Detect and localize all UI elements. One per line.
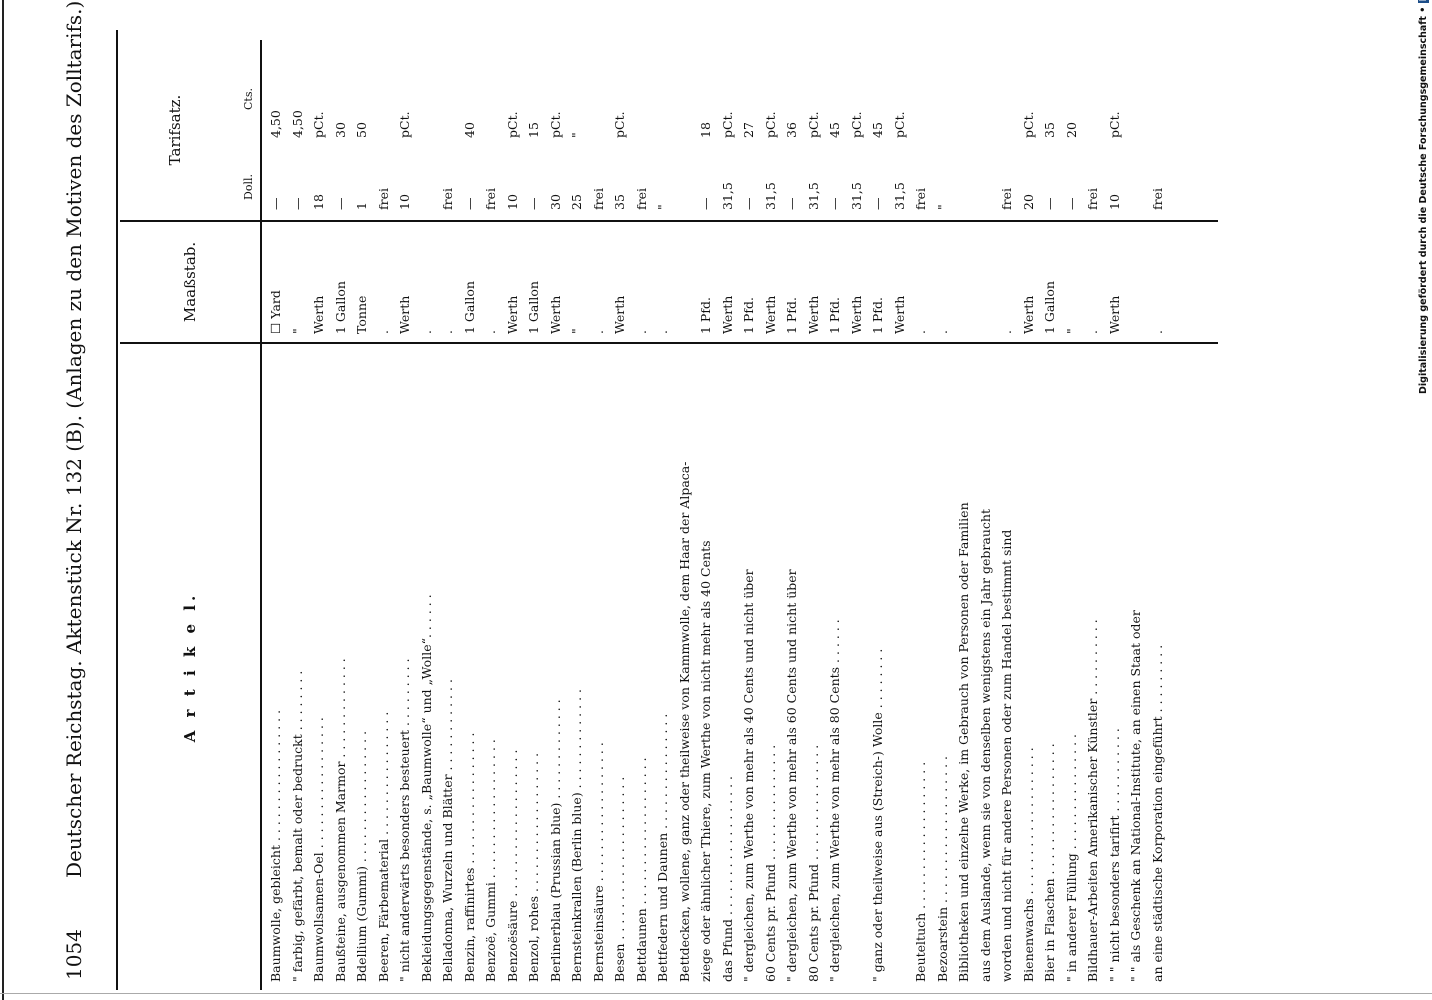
rate-dollars-cell: — [526, 197, 541, 210]
table-row [1062, 30, 1084, 990]
article-cell: Berlinerblau (Prussian blue) . . . . . . . . . . . . . [547, 699, 563, 982]
table-row [868, 30, 890, 990]
table-row [890, 30, 912, 990]
table-row [911, 30, 933, 990]
table-row [417, 30, 439, 990]
measure-cell: " [1063, 328, 1079, 334]
rate-cents-cell: pCt. [311, 111, 326, 138]
rate-dollars-cell: — [784, 197, 799, 210]
article-cell: Bettdecken, wollene, ganz oder theilweise von Kammwolle, dem Haar der Alpaca- [676, 461, 692, 982]
rate-dollars-cell: 10 [504, 194, 520, 210]
article-cell: " farbig, gefärbt, bemalt oder bedruckt . . . . . . . . [289, 670, 305, 982]
rate-cents-cell: pCt. [547, 111, 563, 138]
article-cell: Bernsteinkrallen (Berlin blue) . . . . . . . . . . . . . [569, 689, 584, 982]
tariff-table [266, 30, 1169, 990]
table-row [288, 30, 310, 990]
article-cell: ziege oder ähnlicher Thiere, zum Werthe von nicht mehr als 40 Cents [698, 540, 713, 982]
article-cell: " " als Geschenk an National-Institute, an einen Staat oder [1128, 610, 1143, 982]
table-row [1148, 30, 1170, 990]
measure-cell: Werth [762, 295, 778, 334]
article-cell: aus dem Auslande, wenn sie von denselben wenigstens ein Jahr gebraucht [977, 509, 993, 982]
measure-cell: . [375, 330, 391, 334]
rate-dollars-cell: " [655, 204, 670, 210]
rate-cents-cell: 4,50 [289, 110, 305, 138]
rate-cents-cell: pCt. [762, 111, 778, 138]
article-cell: Benzin, raffinirtes . . . . . . . . . . . . . . . . . [461, 732, 477, 982]
rate-dollars-cell: — [1063, 197, 1079, 210]
table-row [1040, 30, 1062, 990]
rate-dollars-cell: 1 [354, 202, 369, 210]
measure-cell: Werth [547, 295, 563, 334]
table-row [954, 30, 976, 990]
rate-dollars-cell: frei [590, 188, 606, 210]
article-cell: Bezoarstein . . . . . . . . . . . . . . . . . . . [934, 756, 950, 982]
article-cell: Bettfedern und Daunen . . . . . . . . . . . . . . . [655, 713, 670, 982]
article-cell: Besen . . . . . . . . . . . . . . . . . . . . . [612, 776, 627, 982]
rate-dollars-cell: — [827, 197, 842, 210]
rate-dollars-cell: — [1042, 197, 1057, 210]
column-header-article: A r t i k e l. [120, 344, 262, 990]
rate-dollars-cell: frei [913, 188, 928, 210]
rate-dollars-cell: 35 [612, 194, 627, 210]
measure-cell: Werth [397, 295, 412, 334]
measure-cell: . [655, 330, 670, 334]
measure-cell: 1 Gallon [1042, 281, 1057, 334]
table-row [438, 30, 460, 990]
rate-cents-cell: 45 [870, 122, 885, 138]
table-row [610, 30, 632, 990]
table-row [266, 30, 288, 990]
measure-cell: . [483, 330, 498, 334]
measure-cell: Werth [504, 295, 520, 334]
table-row [1019, 30, 1041, 990]
table-row [718, 30, 740, 990]
article-cell: Benzol, rohes . . . . . . . . . . . . . . . . . . [526, 752, 541, 982]
article-cell: " nicht anderwärts besonders besteuert . . . . . . . . . [397, 658, 412, 982]
rate-cents-cell: 36 [784, 122, 799, 138]
rate-cents-cell: 50 [354, 122, 369, 138]
table-row [782, 30, 804, 990]
rate-cents-cell: 18 [698, 122, 713, 138]
table-row [653, 30, 675, 990]
table-row [352, 30, 374, 990]
article-cell: " dergleichen, zum Werthe von mehr als 60 Cents und nicht über [784, 569, 799, 982]
article-cell: " " nicht besonders tarifirt . . . . . . . . . . . [1106, 728, 1122, 982]
measure-cell: Werth [891, 295, 907, 334]
rate-cents-cell: pCt. [848, 111, 864, 138]
article-cell: Benzoë, Gummi . . . . . . . . . . . . . . . . . . [483, 739, 498, 982]
table-row [696, 30, 718, 990]
measure-cell: Werth [1106, 295, 1122, 334]
rate-dollars-cell: — [268, 197, 283, 210]
article-cell: Bildhauer-Arbeiten Amerikanischer Künstler . . . . . . . . . . [1085, 619, 1100, 982]
column-header-measure: Maaßstab. [120, 222, 262, 342]
rate-dollars-cell: 30 [547, 194, 563, 210]
rate-dollars-cell: frei [1085, 188, 1100, 210]
rate-dollars-cell: frei [440, 188, 455, 210]
table-row [675, 30, 697, 990]
measure-cell: " [289, 328, 305, 334]
measure-cell: Werth [612, 295, 627, 334]
measure-cell: 1 Pfd. [698, 297, 713, 334]
article-cell: Bibliotheken und einzelne Werke, im Gebrauch von Personen oder Familien [956, 502, 971, 982]
rate-dollars-cell: 18 [311, 194, 326, 210]
rate-cents-cell: pCt. [891, 111, 907, 138]
rate-dollars-cell: — [741, 197, 756, 210]
rate-dollars-cell: 31,5 [848, 182, 864, 210]
rate-dollars-cell: 25 [569, 194, 584, 210]
rate-dollars-cell: frei [1149, 188, 1165, 210]
table-row [481, 30, 503, 990]
article-cell: 80 Cents pr. Pfund . . . . . . . . . . . . . . . [805, 744, 821, 982]
table-row [503, 30, 525, 990]
measure-cell: . [590, 330, 606, 334]
article-cell: Baumwollsamen-Oel . . . . . . . . . . . . . . . . . [311, 717, 326, 982]
article-cell: Beeren, Färbematerial . . . . . . . . . . . . . . . . [375, 711, 391, 982]
rate-dollars-cell: — [870, 197, 885, 210]
measure-cell: 1 Gallon [461, 281, 477, 334]
rate-cents-cell: pCt. [805, 111, 821, 138]
measure-cell: . [999, 330, 1014, 334]
rate-cents-cell: pCt. [504, 111, 520, 138]
measure-cell: . [1085, 330, 1100, 334]
rate-dollars-cell: frei [633, 188, 649, 210]
digitization-sidebar [1418, 6, 1432, 394]
rate-dollars-cell: 10 [1106, 194, 1122, 210]
rate-dollars-cell: — [332, 197, 348, 210]
measure-cell: . [633, 330, 649, 334]
rotated-page-body [50, 0, 1230, 990]
measure-cell: . [934, 330, 950, 334]
article-cell: " dergleichen, zum Werthe von mehr als 40 Cents und nicht über [741, 569, 756, 982]
article-cell: 60 Cents pr. Pfund . . . . . . . . . . . . . . . [762, 744, 778, 982]
article-cell: Baußteine, ausgenommen Marmor . . . . . . . . . . . . . [332, 658, 348, 982]
table-row [460, 30, 482, 990]
measure-cell: 1 Gallon [332, 281, 348, 334]
rate-cents-cell: pCt. [397, 111, 412, 138]
page-edge-bottom [0, 993, 1432, 994]
table-row [933, 30, 955, 990]
table-row [1083, 30, 1105, 990]
article-cell: an eine städtische Korporation eingeführt . . . . . . . . . [1149, 644, 1165, 982]
measure-cell: 1 Pfd. [784, 297, 799, 334]
page-edge-left [2, 0, 4, 1000]
article-cell: Belladonna, Wurzeln und Blätter . . . . . . . . . . . . [440, 679, 455, 982]
header-text: Deutscher Reichstag. Aktenstück Nr. 132 (B). (Anlagen zu den Motiven des Zolltarifs.) [62, 0, 86, 878]
article-cell: das Pfund . . . . . . . . . . . . . . . . . . [719, 775, 735, 982]
measure-cell: 1 Gallon [526, 281, 541, 334]
table-row [847, 30, 869, 990]
article-cell: Benzoësäure . . . . . . . . . . . . . . . . . . . [504, 749, 520, 982]
table-row [739, 30, 761, 990]
measure-cell: 1 Pfd. [827, 297, 842, 334]
article-cell: " dergleichen, zum Werthe von mehr als 80 Cents . . . . . . [827, 619, 842, 982]
measure-cell: . [913, 330, 928, 334]
table-row [589, 30, 611, 990]
table-row [309, 30, 331, 990]
table-row [567, 30, 589, 990]
rate-cents-cell: 20 [1063, 122, 1079, 138]
measure-cell: Werth [719, 295, 735, 334]
rate-dollars-cell: frei [999, 188, 1014, 210]
measure-cell: 1 Pfd. [870, 297, 885, 334]
table-row [761, 30, 783, 990]
rate-cents-cell: 15 [526, 122, 541, 138]
table-row [997, 30, 1019, 990]
article-cell: " in anderer Füllung . . . . . . . . . . . . . . . [1063, 734, 1079, 982]
article-cell: Bettdaunen . . . . . . . . . . . . . . . . . . . [633, 757, 649, 982]
rate-cents-cell: 40 [461, 122, 477, 138]
measure-cell: Werth [805, 295, 821, 334]
rate-cents-cell: pCt. [719, 111, 735, 138]
measure-cell: . [418, 330, 434, 334]
measure-cell: Werth [848, 295, 864, 334]
column-header-rate: Tarifsatz. [120, 40, 262, 220]
table-row [1126, 30, 1148, 990]
article-cell: Baumwolle, gebleicht . . . . . . . . . . . . . . . . . [268, 709, 283, 982]
article-cell: Bienenwachs . . . . . . . . . . . . . . . . . . . [1020, 747, 1036, 982]
rate-cents-cell: 35 [1042, 122, 1057, 138]
measure-cell: Tonne [354, 295, 369, 334]
rate-cents-cell: 27 [741, 122, 756, 138]
measure-cell: " [569, 328, 584, 334]
rate-dollars-cell: frei [375, 188, 391, 210]
rate-dollars-cell: 31,5 [805, 182, 821, 210]
article-cell: Bekleidungsgegenstände, s. „Baumwolle“ und „Wolle“. . . . . . [418, 594, 434, 982]
rate-cents-cell: pCt. [1106, 111, 1122, 138]
rate-dollars-cell: — [698, 197, 713, 210]
table-row [374, 30, 396, 990]
table-row [331, 30, 353, 990]
running-header [58, 0, 92, 990]
table-row [804, 30, 826, 990]
rate-dollars-cell: 31,5 [891, 182, 907, 210]
rate-sub-cts: Cts. [242, 88, 255, 110]
article-cell: Bier in Flaschen . . . . . . . . . . . . . . . . . [1042, 743, 1057, 982]
table-row [524, 30, 546, 990]
article-cell: " ganz oder theilweise aus (Streich-) Wolle . . . . . . . . [870, 648, 885, 982]
table-row [395, 30, 417, 990]
rate-dollars-cell: 10 [397, 194, 412, 210]
table-row [1105, 30, 1127, 990]
dfg-logo-badge [1418, 0, 1429, 3]
table-row [546, 30, 568, 990]
rate-dollars-cell: frei [483, 188, 498, 210]
measure-cell: Werth [1020, 295, 1036, 334]
table-row [825, 30, 847, 990]
rate-dollars-cell: 31,5 [762, 182, 778, 210]
top-rule [116, 30, 118, 990]
rate-dollars-cell: 31,5 [719, 182, 735, 210]
digitization-credit: Digitalisierung gefördert durch die Deutsche Forschungsgemeinschaft • [1418, 6, 1429, 394]
rate-cents-cell: 45 [827, 122, 842, 138]
rate-dollars-cell: 20 [1020, 194, 1036, 210]
page-number: 1054 [62, 929, 86, 980]
article-cell: Bernsteinsäure . . . . . . . . . . . . . . . . . . [590, 742, 606, 982]
table-row [632, 30, 654, 990]
rate-dollars-cell: — [289, 197, 305, 210]
measure-cell: 1 Pfd. [741, 297, 756, 334]
article-cell: Bdellium (Gummi) . . . . . . . . . . . . . . . . . [354, 730, 369, 982]
rate-cents-cell: 4,50 [268, 110, 283, 138]
rate-cents-cell: pCt. [1020, 111, 1036, 138]
rate-dollars-cell: " [934, 204, 950, 210]
article-cell: Beuteltuch . . . . . . . . . . . . . . . . . . . [913, 761, 928, 982]
rate-cents-cell: pCt. [612, 111, 627, 138]
measure-cell: . [1149, 330, 1165, 334]
measure-cell: Werth [311, 295, 326, 334]
measure-cell: . [440, 330, 455, 334]
rate-cents-cell: " [569, 132, 584, 138]
article-cell: worden und nicht für andere Personen oder zum Handel bestimmt sind [999, 529, 1014, 982]
rate-dollars-cell: — [461, 197, 477, 210]
measure-cell: ☐ Yard [268, 290, 283, 334]
table-row [976, 30, 998, 990]
rate-cents-cell: 30 [332, 122, 348, 138]
rate-sub-doll: Doll. [242, 174, 255, 200]
